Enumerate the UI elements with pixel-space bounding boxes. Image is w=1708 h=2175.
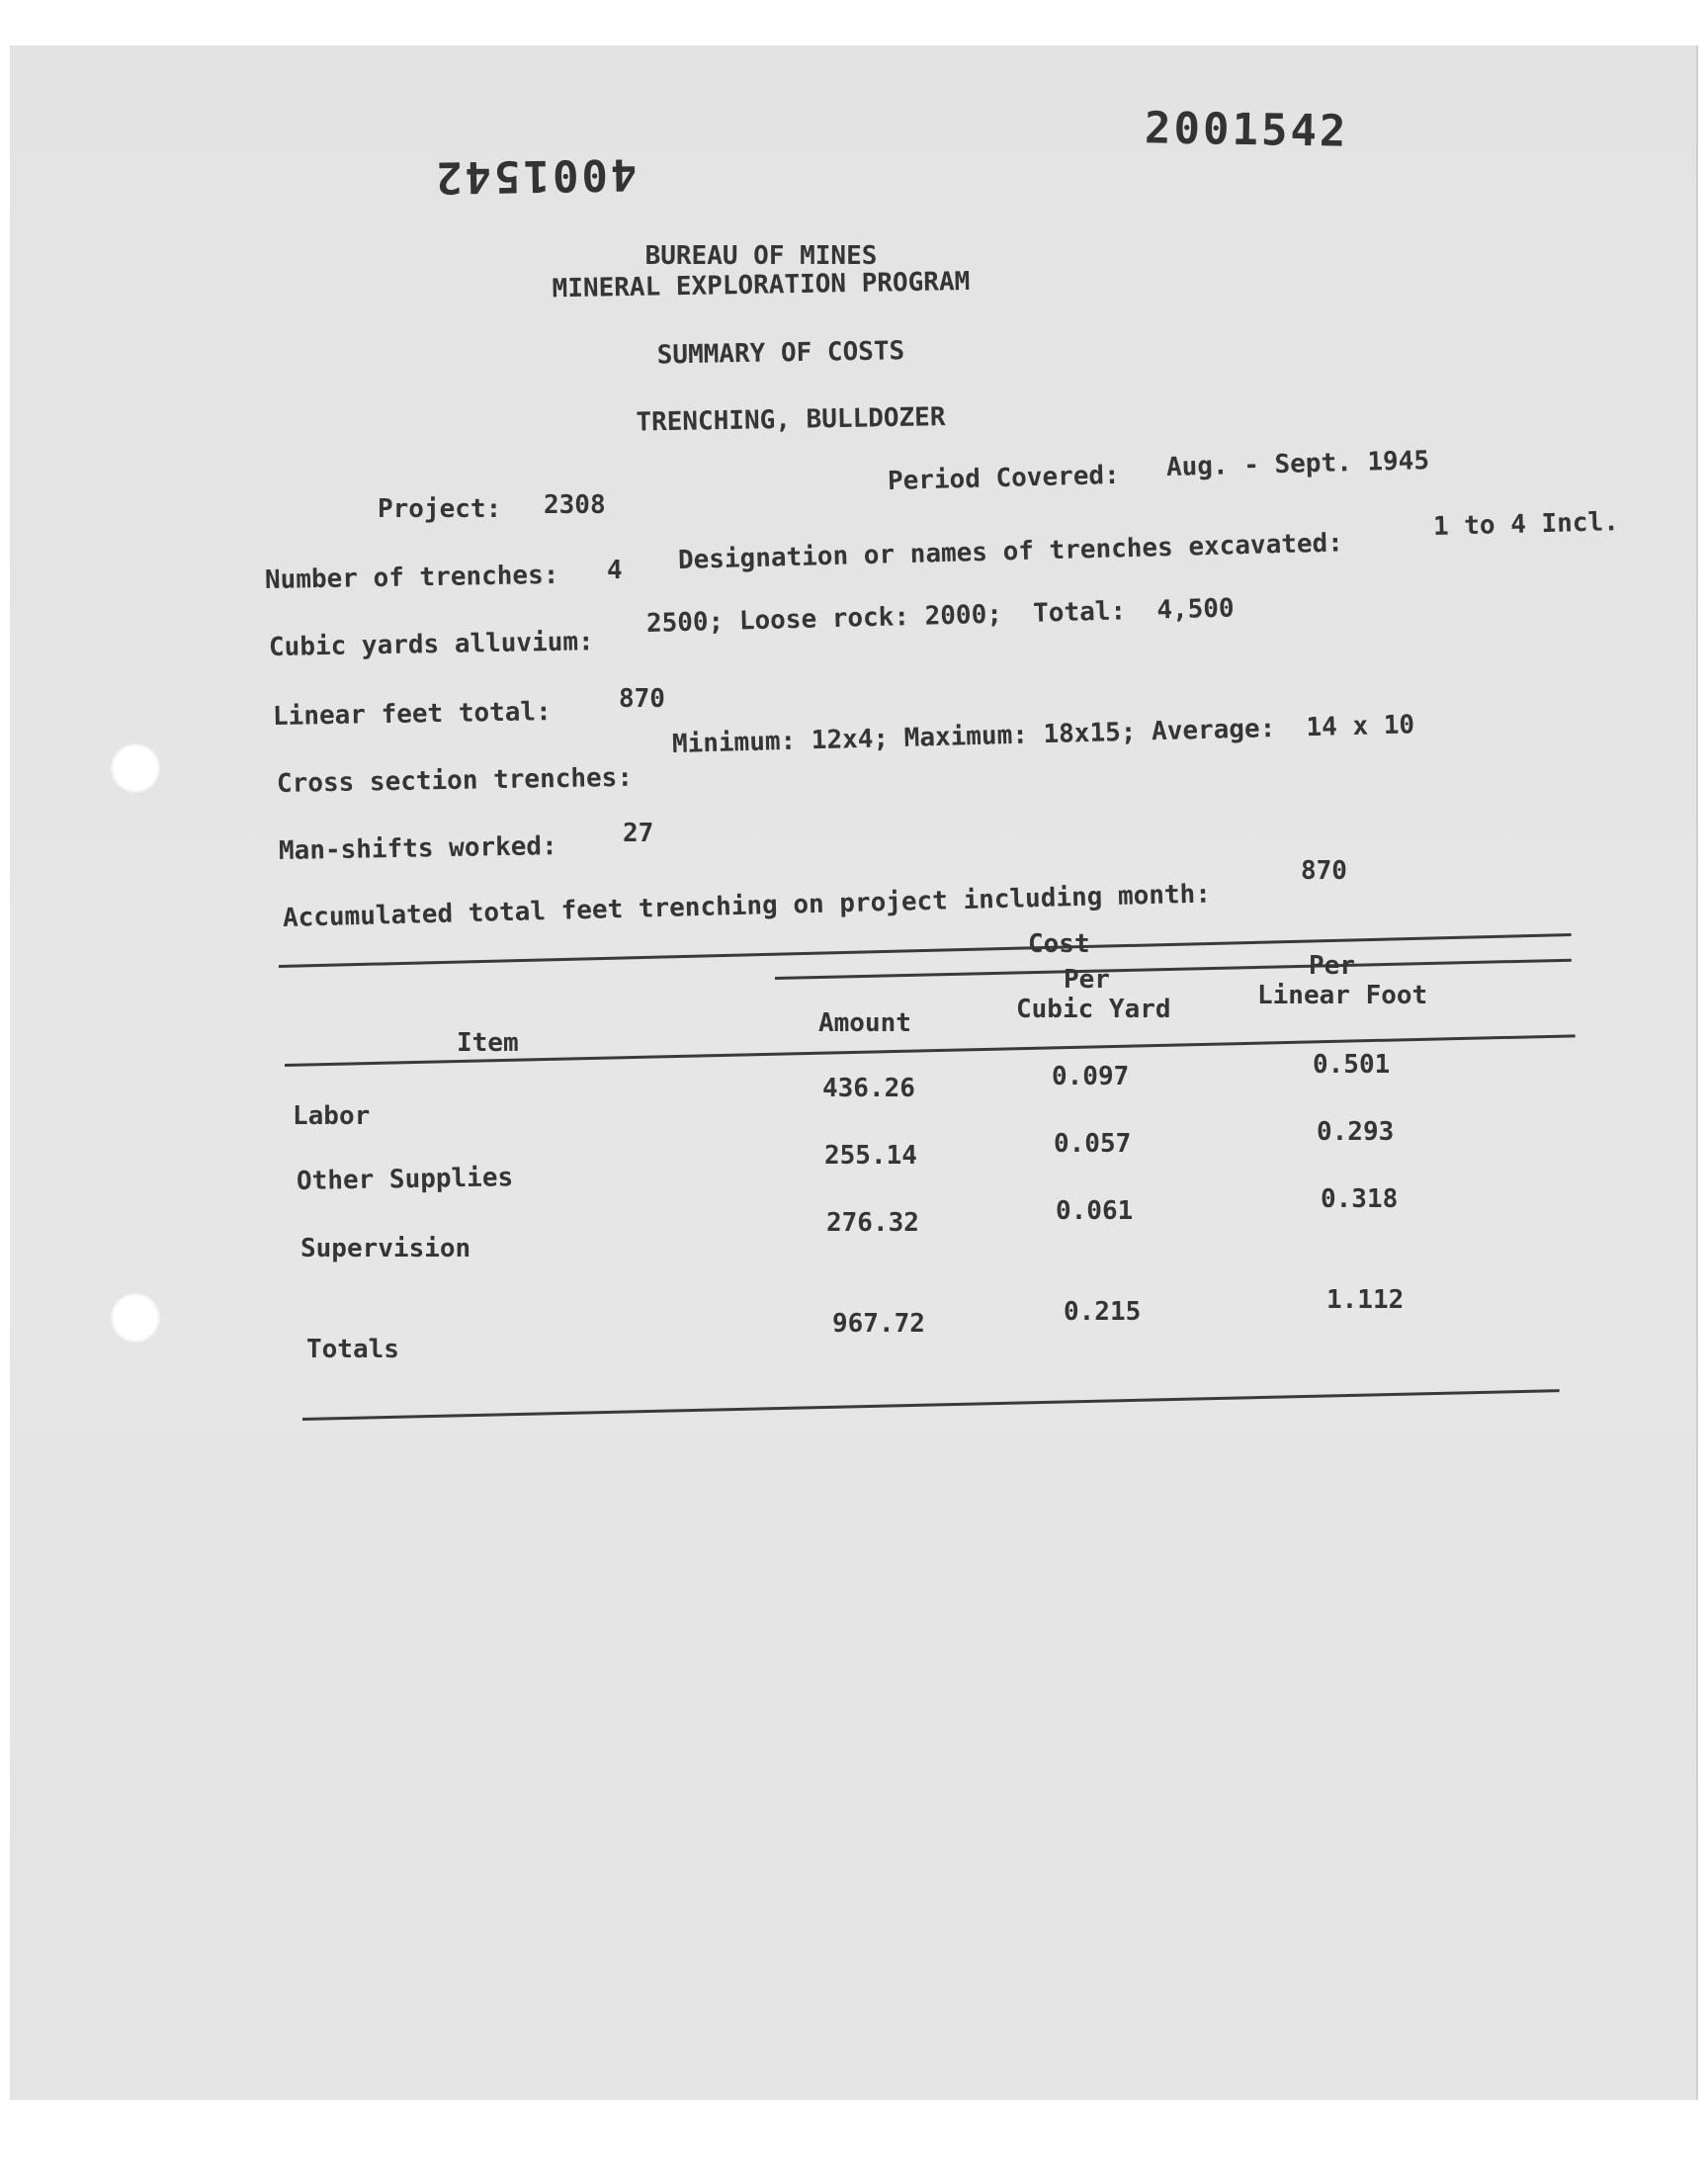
row-supervision-item: Supervision bbox=[300, 1234, 471, 1263]
punch-hole-bottom bbox=[111, 1293, 160, 1343]
linear-foot-header: Linear Foot bbox=[1257, 981, 1428, 1010]
totals-item: Totals bbox=[306, 1335, 399, 1364]
period-label: Period Covered: bbox=[887, 460, 1121, 496]
totals-per-cubic-yard: 0.215 bbox=[1064, 1297, 1142, 1327]
accumulated-value: 870 bbox=[1301, 856, 1347, 886]
totals-per-linear-foot: 1.112 bbox=[1326, 1285, 1405, 1315]
row-other-supplies-amount: 255.14 bbox=[824, 1141, 917, 1171]
row-supervision-per-cubic-yard: 0.061 bbox=[1056, 1196, 1134, 1226]
linear-feet-label: Linear feet total: bbox=[272, 697, 552, 732]
stamp-number-left: 4001542 bbox=[432, 148, 638, 203]
cubic-yards-value: 2500; Loose rock: 2000; Total: 4,500 bbox=[645, 593, 1236, 639]
cubic-yards-label: Cubic yards alluvium: bbox=[268, 627, 594, 662]
designation-value: 1 to 4 Incl. bbox=[1432, 507, 1620, 542]
cross-section-value: Minimum: 12x4; Maximum: 18x15; Average: 14 x 10 bbox=[671, 710, 1415, 759]
row-other-supplies-per-linear-foot: 0.293 bbox=[1317, 1117, 1395, 1147]
designation-label: Designation or names of trenches excavated: bbox=[677, 528, 1344, 575]
cost-header: Cost bbox=[1028, 929, 1090, 959]
trenches-value: 4 bbox=[607, 556, 623, 585]
document-title: SUMMARY OF COSTS bbox=[656, 336, 905, 371]
man-shifts-value: 27 bbox=[623, 819, 654, 848]
row-labor-per-linear-foot: 0.501 bbox=[1313, 1050, 1391, 1080]
cross-section-label: Cross section trenches: bbox=[276, 762, 634, 799]
document-subtitle: TRENCHING, BULLDOZER bbox=[636, 402, 946, 438]
amount-header: Amount bbox=[818, 1008, 911, 1038]
row-labor-item: Labor bbox=[293, 1101, 371, 1131]
stamp-number-right: 2001542 bbox=[1144, 103, 1349, 157]
totals-amount: 967.72 bbox=[832, 1309, 925, 1339]
item-header: Item bbox=[457, 1028, 519, 1058]
agency-heading: BUREAU OF MINES bbox=[644, 241, 878, 271]
row-labor-amount: 436.26 bbox=[822, 1074, 915, 1103]
punch-hole-top bbox=[111, 743, 160, 793]
row-supervision-per-linear-foot: 0.318 bbox=[1321, 1184, 1399, 1214]
per-linear-header-top: Per bbox=[1309, 951, 1355, 981]
period-value: Aug. - Sept. 1945 bbox=[1165, 446, 1430, 482]
row-other-supplies-item: Other Supplies bbox=[296, 1163, 514, 1196]
project-value: 2308 bbox=[544, 490, 606, 520]
program-heading: MINERAL EXPLORATION PROGRAM bbox=[552, 266, 971, 304]
per-cubic-header-top: Per bbox=[1064, 965, 1110, 995]
row-other-supplies-per-cubic-yard: 0.057 bbox=[1054, 1129, 1132, 1159]
linear-feet-value: 870 bbox=[619, 684, 665, 714]
row-supervision-amount: 276.32 bbox=[826, 1208, 919, 1238]
accumulated-label: Accumulated total feet trenching on project including month: bbox=[282, 879, 1212, 933]
row-labor-per-cubic-yard: 0.097 bbox=[1052, 1062, 1130, 1091]
project-label: Project: bbox=[378, 494, 502, 524]
trenches-label: Number of trenches: bbox=[264, 560, 559, 595]
cubic-yard-header: Cubic Yard bbox=[1016, 995, 1171, 1024]
man-shifts-label: Man-shifts worked: bbox=[278, 831, 557, 866]
